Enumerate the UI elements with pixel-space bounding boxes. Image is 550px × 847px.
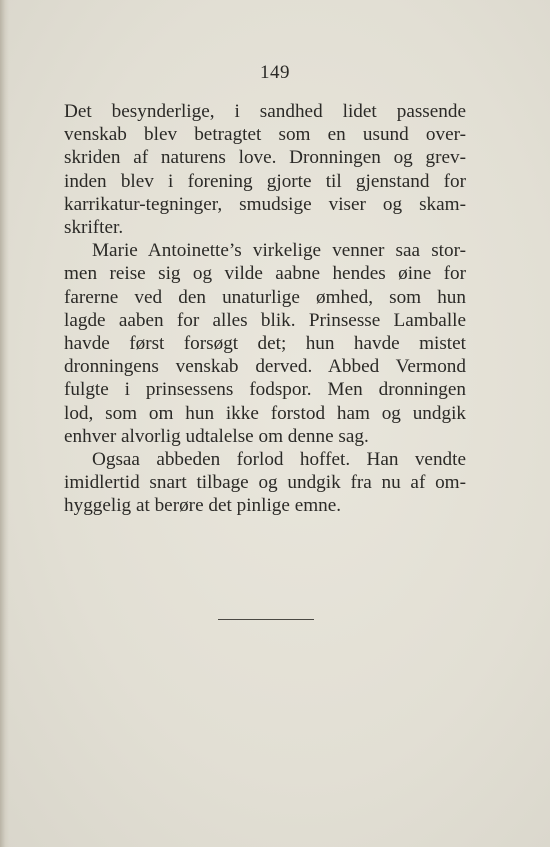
text-line: imidlertid snart tilbage og undgik fra nu af om-: [64, 472, 466, 494]
section-divider-rule: [218, 619, 314, 620]
text-line: venskab blev betragtet som en usund over-: [64, 124, 466, 146]
text-line: havde først forsøgt det; hun havde mistet: [64, 333, 466, 355]
paragraph-3: [64, 448, 466, 518]
text-line: Det besynderlige, i sandhed lidet passende: [64, 101, 466, 122]
text-line: fulgte i prinsessens fodspor. Men dronningen: [64, 379, 466, 401]
text-line: enhver alvorlig udtalelse om denne sag.: [64, 425, 369, 447]
text-line: lagde aaben for alles blik. Prinsesse Lamballe: [64, 309, 466, 331]
paragraph-1: [64, 100, 466, 239]
body-text: [64, 100, 466, 518]
text-line: karrikatur-tegninger, smudsige viser og skam-: [64, 193, 466, 215]
text-line: Ogsaa abbeden forlod hoffet. Han vendte: [92, 449, 466, 471]
text-line: lod, som om hun ikke forstod ham og undgik: [64, 402, 466, 424]
text-line: hyggelig at berøre det pinlige emne.: [64, 495, 342, 517]
text-line: skrifter.: [64, 217, 124, 239]
paragraph-2: [64, 239, 466, 448]
page-number: 149: [260, 62, 290, 83]
text-line: dronningens venskab derved. Abbed Vermond: [64, 356, 466, 378]
text-line: men reise sig og vilde aabne hendes øine for: [64, 263, 466, 285]
text-line: skriden af naturens love. Dronningen og grev-: [64, 147, 466, 169]
text-line: Marie Antoinette’s virkelige venner saa stor-: [92, 240, 466, 262]
page-spine-edge: [0, 0, 9, 847]
text-line: farerne ved den unaturlige ømhed, som hun: [64, 286, 466, 308]
text-line: inden blev i forening gjorte til gjenstand for: [64, 170, 466, 192]
